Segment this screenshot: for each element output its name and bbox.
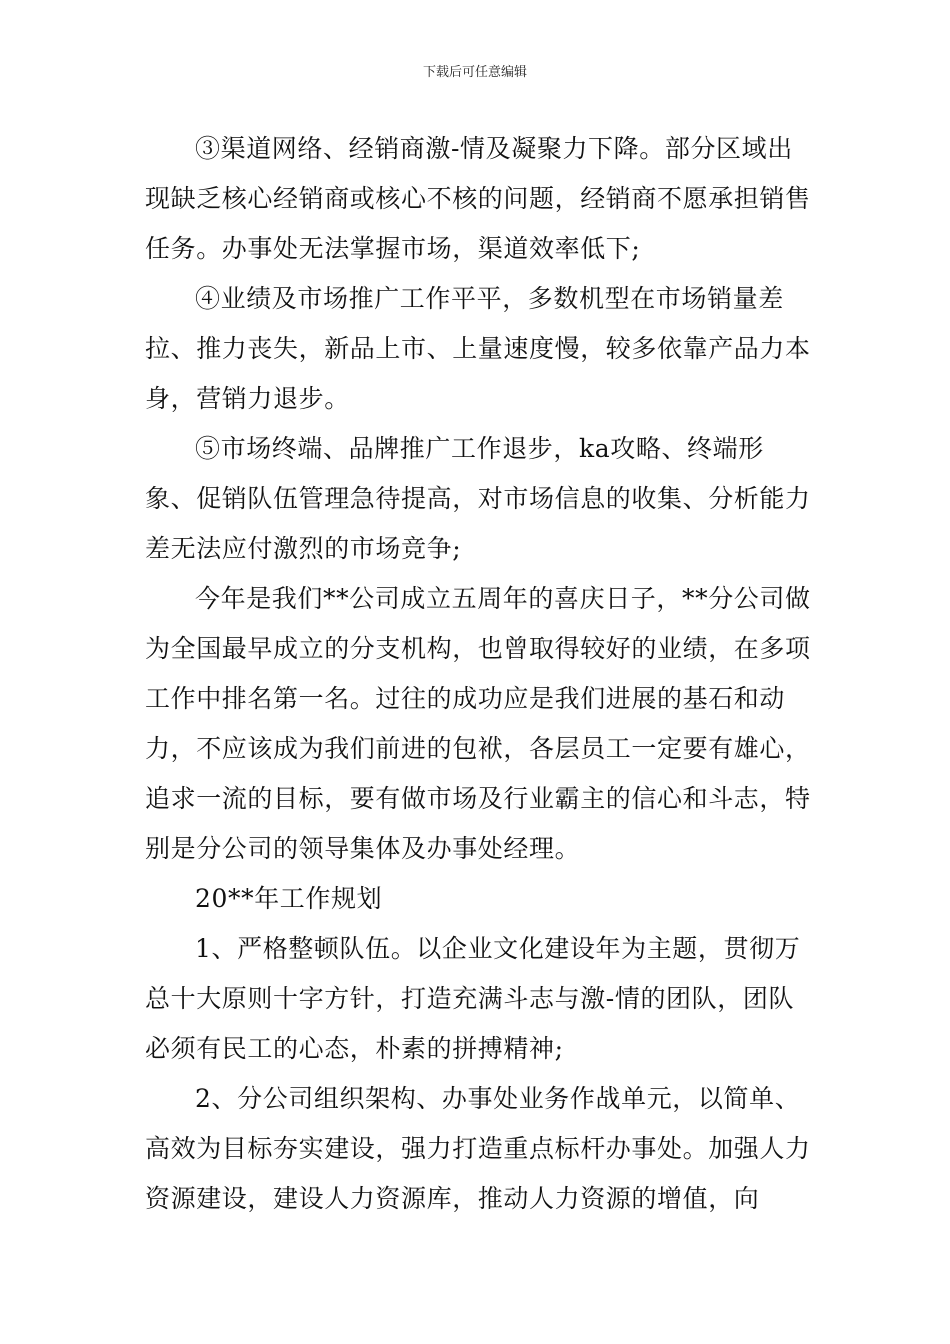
paragraph-anniversary: 今年是我们**公司成立五周年的喜庆日子，**分公司做为全国最早成立的分支机构，也曾取得较好的业绩，在多项工作中排名第一名。过往的成功应是我们进展的基石和动力，不应该成为我们前进的包袱，各层员工一定要有雄心，追求一流的目标，要有做市场及行业霸主的信心和斗志，特别是分公司的领导集体及办事处经理。 [145,584,811,863]
paragraph-performance: ④业绩及市场推广工作平平，多数机型在市场销量差拉、推力丧失，新品上市、上量速度慢，较多依靠产品力本身，营销力退步。 [145,284,811,413]
paragraph-channel-network: ③渠道网络、经销商激-情及凝聚力下降。部分区域出现缺乏核心经销商或核心不核的问题，经销商不愿承担销售任务。办事处无法掌握市场，渠道效率低下; [145,134,811,263]
document-body [145,124,815,1224]
page-header: 下载后可任意编辑 [422,65,527,80]
section-heading-work-plan: 20**年工作规划 [195,884,383,913]
paragraph-plan-item-2: 2、分公司组织架构、办事处业务作战单元，以简单、高效为目标夯实建设，强力打造重点标杆办事处。加强人力资源建设，建设人力资源库，推动人力资源的增值，向 [145,1084,811,1213]
paragraph-plan-item-1: 1、严格整顿队伍。以企业文化建设年为主题，贯彻万总十大原则十字方针，打造充满斗志与激-情的团队，团队必须有民工的心态，朴素的拼搏精神; [145,934,801,1063]
paragraph-terminal-brand: ⑤市场终端、品牌推广工作退步，ka攻略、终端形象、促销队伍管理急待提高，对市场信息的收集、分析能力差无法应付激烈的市场竞争; [145,434,811,563]
